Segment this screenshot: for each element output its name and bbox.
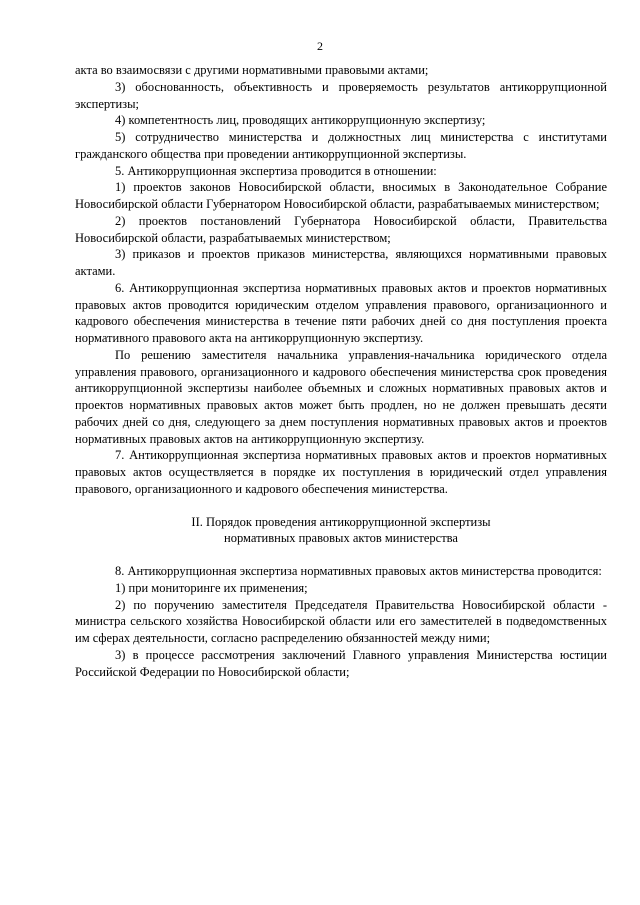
paragraph: 7. Антикоррупционная экспертиза нормативных правовых актов и проектов нормативных правовых актов осуществляется в порядке их поступления в юридический отдел управления правового, организационного и кадрового обеспечения министерства.: [75, 448, 607, 496]
document-body: [75, 62, 607, 680]
paragraph: 3) приказов и проектов приказов министерства, являющихся нормативными правовых актами.: [75, 247, 607, 278]
paragraph: 2) проектов постановлений Губернатора Новосибирской области, Правительства Новосибирской области, разрабатываемых министерством;: [75, 213, 607, 245]
section-heading-line-1: II. Порядок проведения антикоррупционной экспертизы: [191, 514, 491, 529]
paragraph: акта во взаимосвязи с другими нормативными правовыми актами;: [75, 63, 429, 77]
paragraph: 5. Антикоррупционная экспертиза проводится в отношении:: [115, 163, 437, 178]
section-heading-line-2: нормативных правовых актов министерства: [224, 531, 458, 546]
paragraph: 3) обоснованность, объективность и проверяемость результатов антикоррупционной экспертизы;: [75, 79, 607, 111]
paragraph: 1) при мониторинге их применения;: [115, 580, 308, 595]
page-number: 2: [317, 39, 323, 53]
paragraph: 2) по поручению заместителя Председателя Правительства Новосибирской области - министра сельского хозяйства Новосибирской области или его заместителей в подведомственных им сферах деятельности, согласно распределению обязанностей между ними;: [75, 597, 607, 645]
paragraph: 5) сотрудничество министерства и должностных лиц министерства с институтами гражданского общества при проведении антикоррупционной экспертизы.: [75, 130, 607, 161]
paragraph: По решению заместителя начальника управления-начальника юридического отдела управления правового, организационного и кадрового обеспечения министерства срок проведения антикоррупционной экспертизы наиболее объемных и сложных нормативных правовых актов и проектов нормативных правовых актов может быть продлен, но не должен превышать десяти рабочих дней со дня, следующего за днем поступления нормативных правовых актов и проектов нормативных правовых актов на антикоррупционную экспертизу.: [75, 347, 607, 446]
paragraph: 8. Антикоррупционная экспертиза нормативных правовых актов министерства проводится:: [115, 564, 602, 578]
paragraph: 6. Антикоррупционная экспертиза нормативных правовых актов и проектов нормативных правовых актов проводится юридическим отделом управления правового, организационного и кадрового обеспечения министерства в течение пяти рабочих дней со дня поступления проекта нормативного правового акта на антикоррупционную экспертизу.: [75, 280, 607, 345]
paragraph: 4) компетентность лиц, проводящих антикоррупционную экспертизу;: [115, 113, 486, 128]
paragraph: 3) в процессе рассмотрения заключений Главного управления Министерства юстиции Российской Федерации по Новосибирской области;: [75, 647, 607, 679]
paragraph: 1) проектов законов Новосибирской области, вносимых в Законодательное Собрание Новосибирской области Губернатором Новосибирской области, разрабатываемых министерством;: [75, 180, 607, 211]
